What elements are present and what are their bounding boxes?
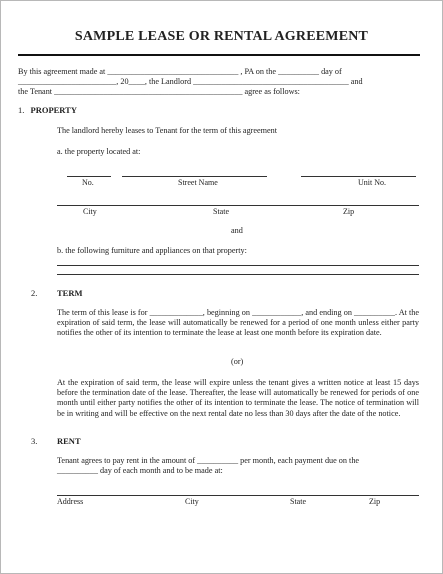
caption-rent-city: City: [185, 497, 199, 506]
caption-city: City: [83, 207, 97, 216]
intro-line-2: ________________________, 20____, the Landlord ______________________________________ and: [18, 77, 363, 86]
section-1-title: PROPERTY: [30, 105, 77, 115]
section-1-number: 1.: [18, 105, 25, 115]
property-intro-line: The landlord hereby leases to Tenant for the term of this agreement: [57, 126, 278, 135]
caption-street-name: Street Name: [178, 178, 218, 187]
blank-city-state-zip[interactable]: [57, 205, 419, 206]
caption-state: State: [213, 207, 229, 216]
rent-line-2: __________ day of each month and to be made at:: [57, 466, 223, 475]
rent-line-1: Tenant agrees to pay rent in the amount of __________ per month, each payment due on the: [57, 456, 360, 465]
or-text: (or): [231, 357, 244, 366]
blank-street-name[interactable]: [122, 176, 267, 177]
property-item-b: b. the following furniture and appliances on that property:: [57, 246, 247, 255]
section-2-title: TERM: [57, 288, 83, 298]
caption-address: Address: [57, 497, 84, 506]
section-3-heading: [57, 436, 81, 446]
section-1-heading: [18, 105, 77, 115]
title-divider: [18, 54, 420, 56]
section-2-number: 2.: [31, 288, 38, 298]
property-item-a: a. the property located at:: [57, 147, 141, 156]
blank-furniture-2[interactable]: [57, 274, 419, 275]
blank-rent-address[interactable]: [57, 495, 419, 496]
caption-zip: Zip: [343, 207, 355, 216]
caption-no: No.: [82, 178, 94, 187]
blank-unit-no[interactable]: [301, 176, 416, 177]
blank-no[interactable]: [67, 176, 111, 177]
intro-line-1: By this agreement made at ________________________________ , PA on the __________ day of: [18, 67, 342, 76]
intro-line-3: the Tenant ______________________________________________ agree as follows:: [18, 87, 300, 96]
document-title: SAMPLE LEASE OR RENTAL AGREEMENT: [74, 29, 369, 44]
blank-furniture-1[interactable]: [57, 265, 419, 266]
and-text: and: [231, 226, 243, 235]
term-paragraph-2: At the expiration of said term, the lease will expire unless the tenant gives a written notice at least 15 days before the termination date of the lease. Thereafter, the lease will automatically be renewed for periods of one month until either party notifies the other of its intention to terminate the lease. The notice of termination will be in writing and will be effective on the next rental date no less than 30 days after the date of the notice.: [57, 378, 419, 418]
term-paragraph-1: The term of this lease is for _____________, beginning on ____________, and ending on __________. At the expiration of said term, the lease will automatically be renewed for a period of one month unless either party notifies the other of its intention to terminate the lease at least one month before its expiration date.: [57, 308, 419, 338]
caption-rent-zip: Zip: [369, 497, 381, 506]
section-3-title: RENT: [57, 436, 81, 446]
caption-unit-no: Unit No.: [358, 178, 386, 187]
caption-rent-state: State: [290, 497, 306, 506]
section-2-heading: [57, 288, 83, 298]
section-3-number: 3.: [31, 436, 38, 446]
